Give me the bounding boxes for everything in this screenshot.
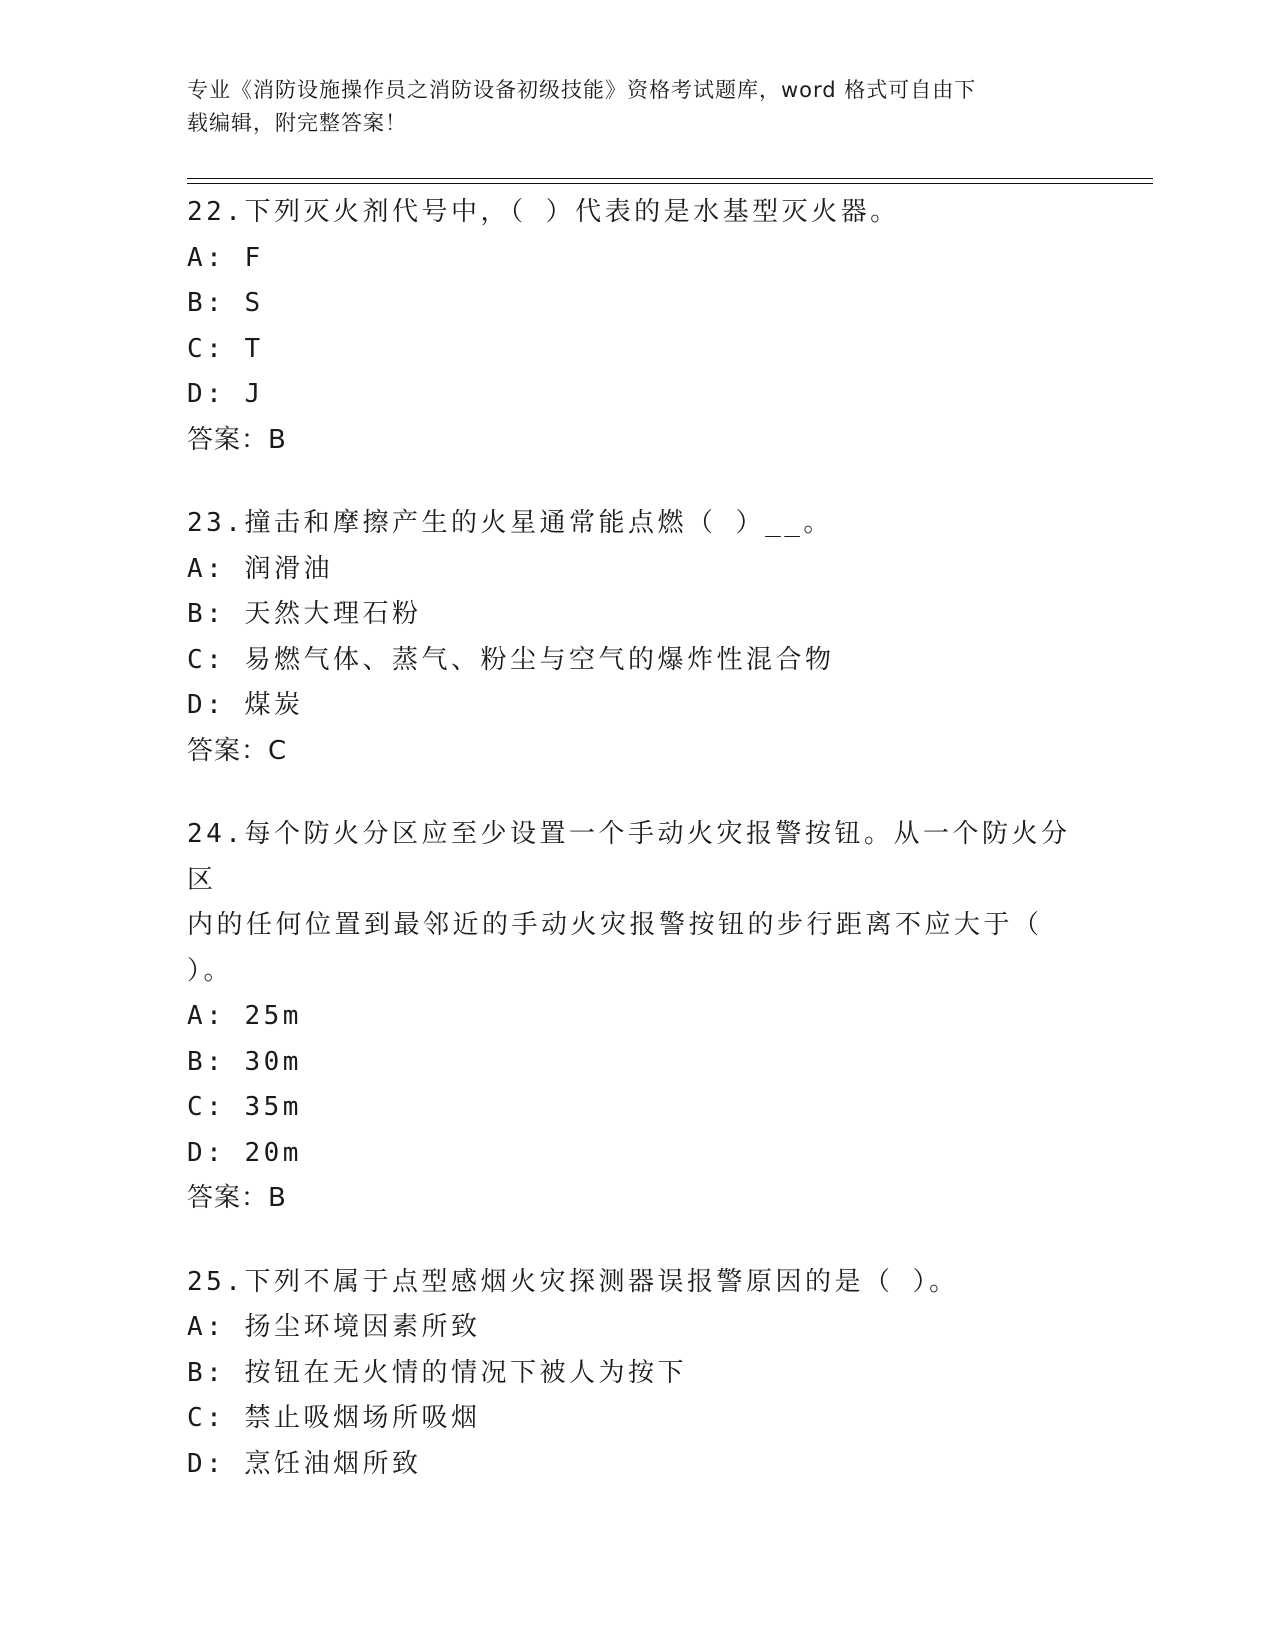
question-24 bbox=[187, 812, 1087, 1222]
answer: 答案：C bbox=[187, 735, 288, 766]
option-b: B: 天然大理石粉 bbox=[187, 599, 422, 629]
option-b: B: 30m bbox=[187, 1046, 302, 1077]
question-stem-line-2: 内的任何位置到最邻近的手动火灾报警按钮的步行距离不应大于（ bbox=[187, 910, 1043, 940]
question-stem: 25.下列不属于点型感烟火灾探测器误报警原因的是（ ）。 bbox=[187, 1266, 959, 1297]
question-list bbox=[187, 190, 1087, 1525]
option-d: D: J bbox=[187, 379, 264, 409]
option-a: A: 润滑油 bbox=[187, 553, 333, 584]
option-d: D: 烹饪油烟所致 bbox=[187, 1448, 422, 1479]
option-b: B: S bbox=[187, 288, 264, 318]
option-c: C: 35m bbox=[187, 1092, 302, 1122]
option-a: A: 25m bbox=[187, 1001, 302, 1031]
question-25 bbox=[187, 1260, 1087, 1488]
option-b: B: 按钮在无火情的情况下被人为按下 bbox=[187, 1357, 687, 1388]
question-22 bbox=[187, 190, 1087, 463]
question-stem: 22.下列灭火剂代号中，（ ）代表的是水基型灭火器。 bbox=[187, 197, 900, 227]
option-d: D: 20m bbox=[187, 1137, 302, 1168]
question-stem-line-1: 24.每个防火分区应至少设置一个手动火灾报警按钮。从一个防火分区 bbox=[187, 819, 1071, 895]
option-a: A: F bbox=[187, 242, 264, 273]
answer: 答案：B bbox=[187, 424, 287, 455]
option-c: C: 易燃气体、蒸气、粉尘与空气的爆炸性混合物 bbox=[187, 644, 835, 675]
header-divider-top bbox=[187, 178, 1153, 179]
header-divider-bottom bbox=[187, 183, 1153, 184]
document-header bbox=[187, 74, 1067, 140]
question-stem-line-3: ）。 bbox=[187, 955, 234, 986]
option-c: C: 禁止吸烟场所吸烟 bbox=[187, 1403, 481, 1433]
option-c: C: T bbox=[187, 333, 264, 364]
question-23 bbox=[187, 501, 1087, 774]
question-stem: 23.撞击和摩擦产生的火星通常能点燃（ ）__。 bbox=[187, 508, 833, 538]
header-line-2: 载编辑，附完整答案！ bbox=[187, 111, 407, 135]
option-a: A: 扬尘环境因素所致 bbox=[187, 1312, 481, 1342]
answer: 答案：B bbox=[187, 1183, 287, 1213]
header-line-1: 专业《消防设施操作员之消防设备初级技能》资格考试题库，word 格式可自由下 bbox=[187, 78, 977, 102]
option-d: D: 煤炭 bbox=[187, 690, 304, 720]
